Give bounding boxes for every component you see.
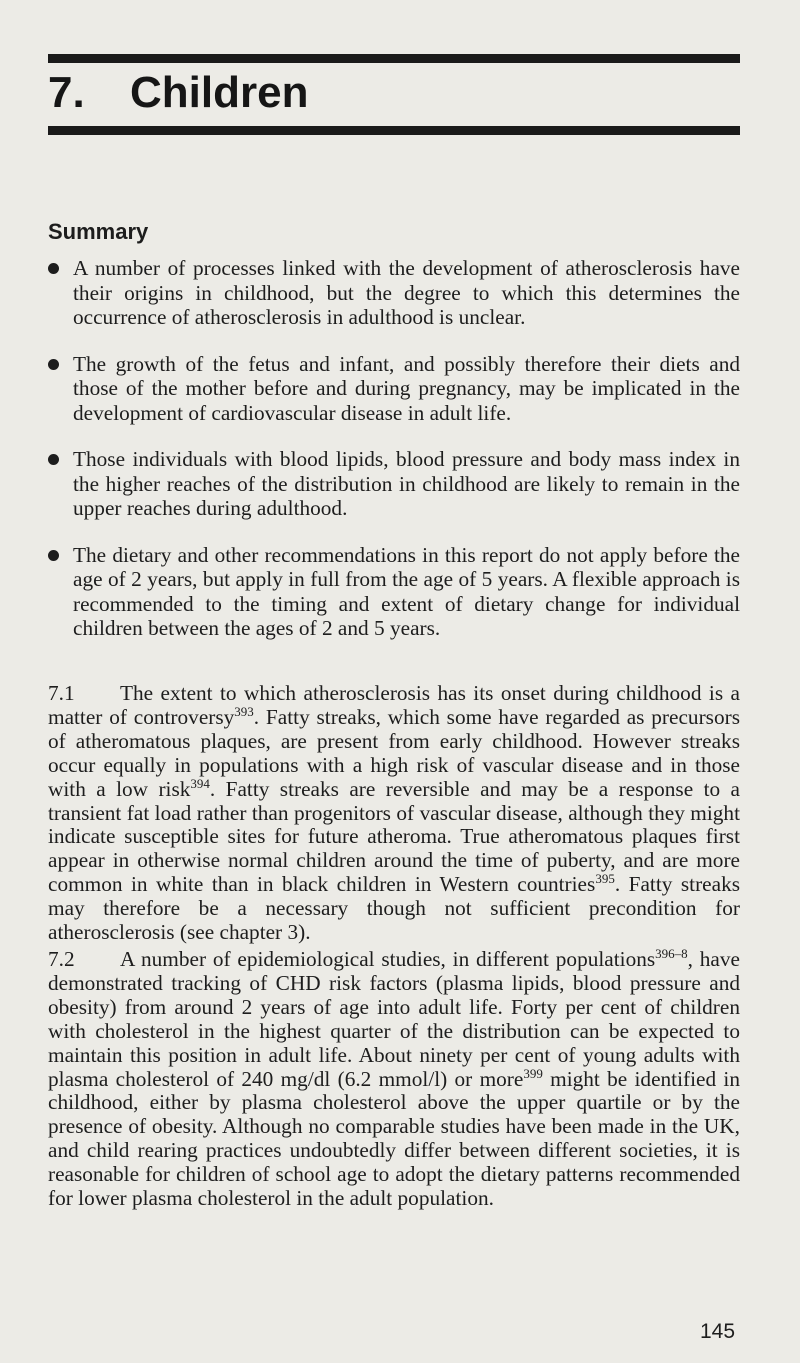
summary-heading: Summary xyxy=(48,219,149,244)
paragraph-text: A number of epidemiological studies, in different populations xyxy=(120,947,656,971)
reference-superscript: 394 xyxy=(190,775,210,791)
reference-superscript: 399 xyxy=(523,1065,543,1081)
paragraph-number: 7.2 xyxy=(48,947,75,971)
bullet-icon xyxy=(48,454,59,465)
paragraph-7-1 xyxy=(48,682,740,945)
bullet-text: The dietary and other recommendations in this report do not apply before the age of 2 years, but apply in full from the age of 5 years. A flexible approach is recommended to the timing and extent of dietary change for individual children between the ages of 2 and 5 years. xyxy=(73,542,740,640)
summary-bullet xyxy=(48,543,740,641)
paragraph-text: The extent to which atherosclerosis has its onset during childhood is a matter of controversy xyxy=(48,681,740,729)
reference-superscript: 396–8 xyxy=(655,946,688,961)
top-rule xyxy=(48,54,740,63)
paragraph-text: , have demonstrated tracking of CHD risk factors (plasma lipids, blood pressure and obesity) from around 2 years of age into adult life. Forty per cent of children with cholesterol in the highest quarter of the distribution can be expected to maintain this position in adult life. About ninety per cent of young adults with plasma cholesterol of 240 mg/dl (6.2 mmol/l) or more xyxy=(48,947,740,1091)
bullet-icon xyxy=(48,550,59,561)
paragraph-7-2 xyxy=(48,948,740,1211)
paragraph-text: . Fatty streaks are reversible and may be a response to a transient fat load rather than progenitors of vascular disease, although they might indicate susceptible sites for future atheroma. True atheromatous plaques first appear in otherwise normal children around the time of puberty, and are more common in white than in black children in Western countries xyxy=(48,776,740,897)
chapter-title xyxy=(48,68,308,118)
reference-superscript: 395 xyxy=(595,871,615,887)
summary-bullet xyxy=(48,447,740,521)
bullet-text: Those individuals with blood lipids, blood pressure and body mass index in the higher reaches of the distribution in childhood are likely to remain in the upper reaches during adulthood. xyxy=(73,447,740,520)
page-number: 145 xyxy=(700,1320,736,1343)
paragraph-text: . Fatty streaks may therefore be a necessary though not sufficient precondition for atherosclerosis (see chapter 3). xyxy=(48,872,741,945)
chapter-title-text: Children xyxy=(130,68,309,117)
bullet-icon xyxy=(48,263,59,274)
bullet-icon xyxy=(48,359,59,370)
paragraph-number: 7.1 xyxy=(48,681,75,705)
summary-bullet xyxy=(48,352,740,426)
paragraph-text: . Fatty streaks, which some have regarded as precursors of atheromatous plaques, are present from early childhood. However streaks occur equally in populations with a high risk of vascular disease and in those with a low risk xyxy=(48,704,740,801)
chapter-number: 7. xyxy=(48,68,85,117)
bullet-text: A number of processes linked with the development of atherosclerosis have their origins in childhood, but the degree to which this determines the occurrence of atherosclerosis in adulthood is unclear. xyxy=(73,256,740,329)
reference-superscript: 393 xyxy=(234,703,254,719)
summary-bullet xyxy=(48,256,740,330)
bottom-rule xyxy=(48,126,740,135)
bullet-text: The growth of the fetus and infant, and possibly therefore their diets and those of the mother before and during pregnancy, may be implicated in the development of cardiovascular disease in adult life. xyxy=(73,351,740,425)
paragraph-text: might be identified in childhood, either by plasma cholesterol above the upper quartile or by the presence of obesity. Although no comparable studies have been made in the UK, and child rearing practices undoubtedly differ between different societies, it is reasonable for children of school age to adopt the dietary patterns recommended for lower plasma cholesterol in the adult population. xyxy=(48,1066,740,1211)
summary-list xyxy=(48,256,740,663)
